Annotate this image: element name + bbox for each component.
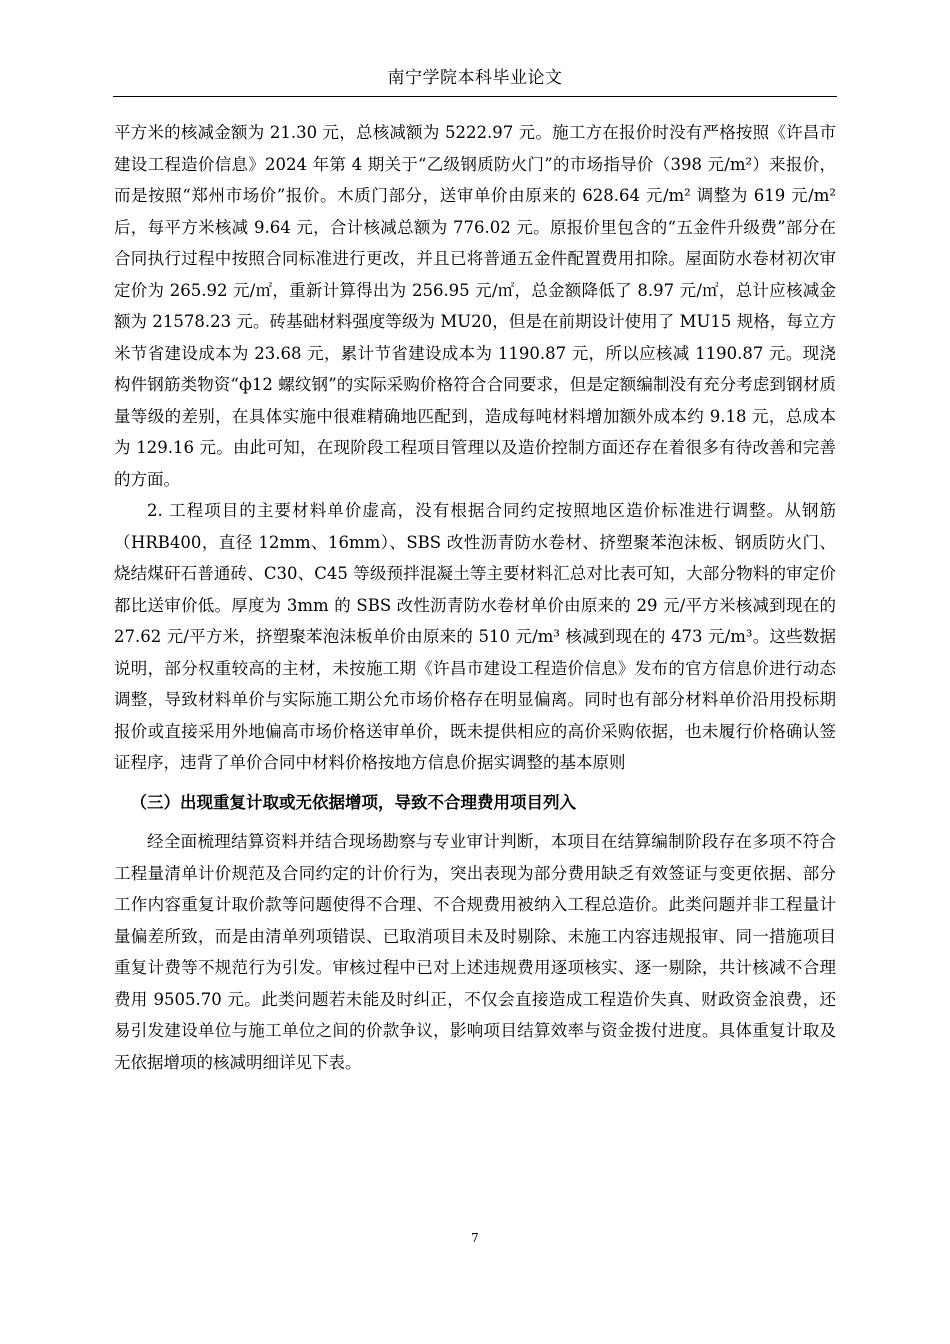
body-paragraph-continued: 平方米的核减金额为 21.30 元，总核减额为 5222.97 元。施工方在报价时没有严格按照《许昌市建设工程造价信息》2024 年第 4 期关于“乙级钢质防火门”的市场指导价（398 元/m²）来报价，而是按照“郑州市场价”报价。木质门部分，送审单价由原来的 628.64 元/m² 调整为 619 元/m² 后，每平方米核减 9.64 元，合计核减总额为 776.02 元。原报价里包含的“五金件升级费”部分在合同执行过程中按照合同标准进行更改，并且已将普通五金件配置费用扣除。屋面防水卷材初次审定价为 265.92 元/㎡，重新计算得出为 256.95 元/㎡，总金额降低了 8.97 元/㎡，总计应核减金额为 21578.23 元。砖基础材料强度等级为 MU20，但是在前期设计使用了 MU15 规格，每立方米节省建设成本为 23.68 元，累计节省建设成本为 1190.87 元，所以应核减 1190.87 元。现浇构件钢筋类物资“ф12 螺纹钢”的实际采购价格符合合同要求，但是定额编制没有充分考虑到钢材质量等级的差别，在具体实施中很难精确地匹配到，造成每吨材料增加额外成本约 9.18 元，总成本为 129.16 元。由此可知，在现阶段工程项目管理以及造价控制方面还存在着很多有待改善和完善的方面。 [114,123,836,489]
header-divider [113,96,837,97]
page-number: 7 [471,1231,479,1245]
section-heading: （三）出现重复计取或无依据增项，导致不合理费用项目列入 [130,792,576,812]
body-paragraph-duplicate-charges: 经全面梳理结算资料并结合现场勘察与专业审计判断，本项目在结算编制阶段存在多项不符合工程量清单计价规范及合同约定的计价行为，突出表现为部分费用缺乏有效签证与变更依据、部分工作内容重复计取价款等问题使得不合理、不合规费用被纳入工程总造价。此类问题并非工程量计量偏差所致，而是由清单列项错误、已取消项目未及时剔除、未施工内容违规报审、同一措施项目重复计费等不规范行为引发。审核过程中已对上述违规费用逐项核实、逐一剔除，共计核减不合理费用 9505.70 元。此类问题若未能及时纠正，不仅会直接造成工程造价失真、财政资金浪费，还易引发建设单位与施工单位之间的价款争议，影响项目结算效率与资金拨付进度。具体重复计取及无依据增项的核减明细详见下表。 [114,832,836,1072]
document-body [114,117,836,1078]
body-paragraph-material-prices: 2. 工程项目的主要材料单价虚高，没有根据合同约定按照地区造价标准进行调整。从钢筋（HRB400，直径 12mm、16mm）、SBS 改性沥青防水卷材、挤塑聚苯泡沫板、钢质防火门、烧结煤矸石普通砖、C30、C45 等级预拌混凝土等主要材料汇总对比表可知，大部分物料的审定价都比送审价低。厚度为 3mm 的 SBS 改性沥青防水卷材单价由原来的 29 元/平方米核减到现在的 27.62 元/平方米，挤塑聚苯泡沫板单价由原来的 510 元/m³ 核减到现在的 473 元/m³。这些数据说明，部分权重较高的主材，未按施工期《许昌市建设工程造价信息》发布的官方信息价进行动态调整，导致材料单价与实际施工期公允市场价格存在明显偏离。同时也有部分材料单价沿用投标期报价或直接采用外地偏高市场价格送审单价，既未提供相应的高价采购依据，也未履行价格确认签证程序，违背了单价合同中材料价格按地方信息价据实调整的基本原则 [114,501,836,772]
page-header-title: 南宁学院本科毕业论文 [387,68,563,88]
